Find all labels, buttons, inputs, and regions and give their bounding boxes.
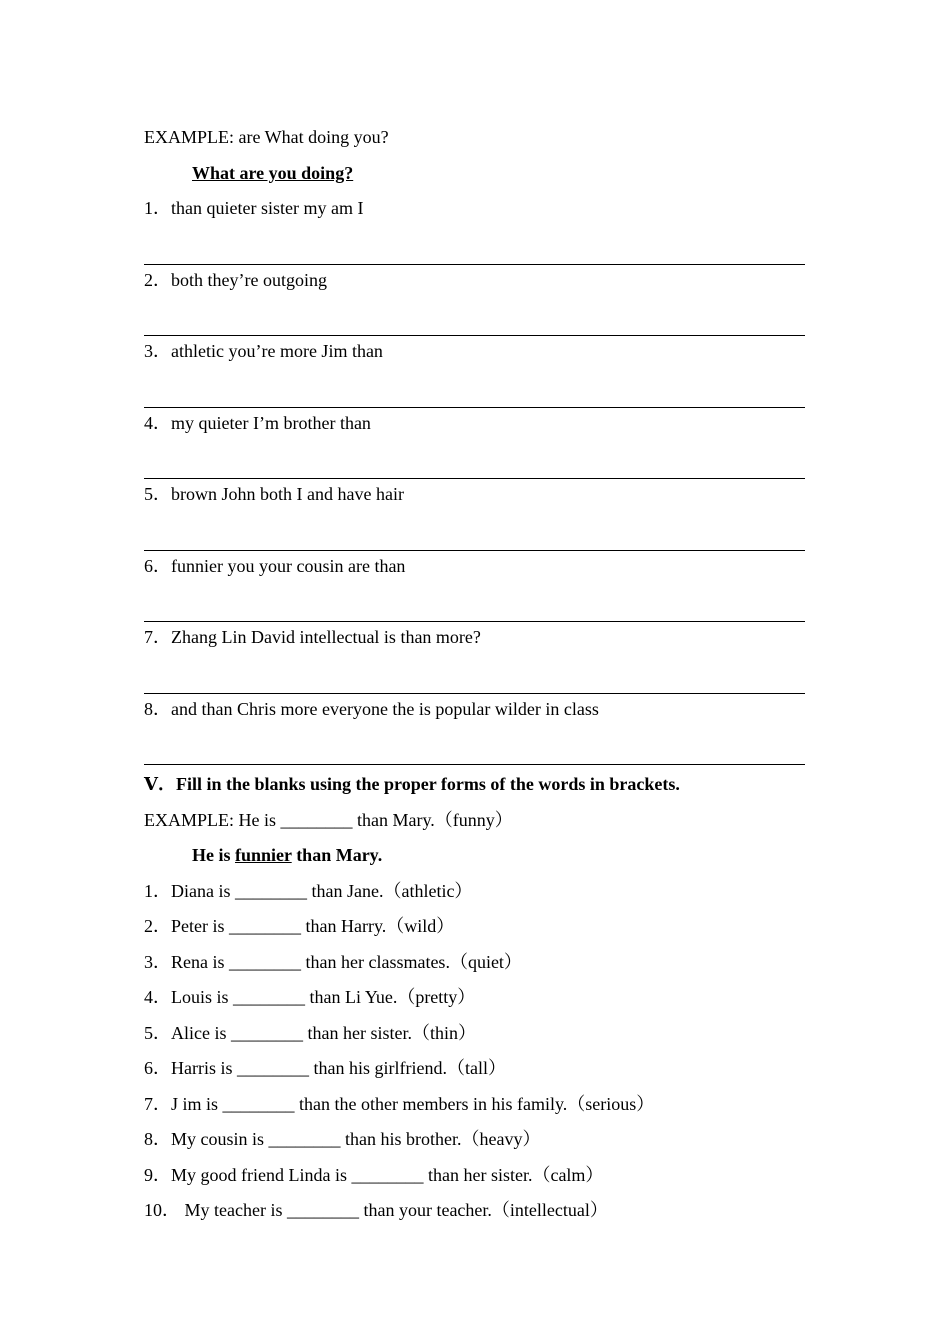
section4-list [144, 193, 805, 765]
section5-heading-text: Fill in the blanks using the proper forms of the words in brackets. [175, 774, 680, 794]
example-pre: He is [192, 845, 235, 865]
fill-blank-item [144, 1018, 805, 1054]
answer-line[interactable] [144, 372, 805, 408]
fill-blank-item [144, 982, 805, 1018]
item-text: My cousin is ________ than his brother.（heavy） [171, 1129, 541, 1149]
item-text: athletic you’re more Jim than [171, 341, 383, 361]
fill-blank-item [144, 1124, 805, 1160]
item-text: brown John both I and have hair [171, 484, 404, 504]
reorder-item [144, 622, 805, 658]
fill-blank-item [144, 947, 805, 983]
example-word: funnier [235, 845, 292, 865]
item-text: my quieter I’m brother than [171, 412, 371, 433]
item-number: 2． [144, 269, 171, 290]
item-text: My teacher is ________ than your teacher.（intellectual） [180, 1200, 608, 1220]
section5-list [144, 876, 805, 1231]
item-text: Diana is ________ than Jane.（athletic） [171, 880, 473, 901]
fill-blank-item [144, 1053, 805, 1089]
item-number: 3． [144, 951, 171, 972]
reorder-item [144, 694, 805, 730]
section5-roman: Ⅴ． [144, 774, 176, 794]
item-text: Peter is ________ than Harry.（wild） [171, 916, 455, 936]
item-number: 7． [144, 1093, 171, 1114]
item-text: Harris is ________ than his girlfriend.（tall） [171, 1058, 506, 1078]
answer-line[interactable] [144, 515, 805, 551]
item-number: 10． [144, 1200, 180, 1220]
reorder-item [144, 193, 805, 229]
section4-example-answer: What are you doing? [192, 162, 354, 183]
worksheet-page [144, 122, 805, 1231]
item-text: Louis is ________ than Li Yue.（pretty） [171, 987, 476, 1007]
item-text: J im is ________ than the other members in his family.（serious） [171, 1093, 655, 1114]
section4-example-label: EXAMPLE: are What doing you? [144, 127, 389, 147]
item-number: 2． [144, 916, 171, 936]
item-number: 8． [144, 1129, 171, 1149]
item-text: both they’re outgoing [171, 269, 327, 290]
item-text: Zhang Lin David intellectual is than more? [171, 627, 481, 647]
item-number: 1． [144, 198, 171, 218]
example-post: than Mary. [291, 845, 383, 865]
fill-blank-item [144, 1195, 805, 1231]
item-number: 1． [144, 880, 171, 901]
reorder-item [144, 265, 805, 301]
reorder-item [144, 408, 805, 444]
item-text: funnier you your cousin are than [171, 555, 406, 576]
item-number: 5． [144, 1022, 171, 1043]
item-text: My good friend Linda is ________ than her sister.（calm） [171, 1164, 604, 1185]
item-text: Alice is ________ than her sister.（thin） [171, 1022, 476, 1043]
item-number: 4． [144, 987, 171, 1007]
answer-line[interactable] [144, 729, 805, 765]
reorder-item [144, 551, 805, 587]
fill-blank-item [144, 1089, 805, 1125]
reorder-item [144, 479, 805, 515]
fill-blank-item [144, 911, 805, 947]
fill-blank-item [144, 876, 805, 912]
item-text: Rena is ________ than her classmates.（quiet） [171, 951, 522, 972]
section5-example-answer [144, 840, 805, 876]
item-number: 8． [144, 698, 171, 719]
answer-line[interactable] [144, 443, 805, 479]
answer-line[interactable] [144, 586, 805, 622]
item-number: 4． [144, 412, 171, 433]
item-number: 6． [144, 555, 171, 576]
answer-line[interactable] [144, 300, 805, 336]
answer-line[interactable] [144, 229, 805, 265]
item-text: and than Chris more everyone the is popular wilder in class [171, 698, 599, 719]
item-number: 9． [144, 1164, 171, 1185]
fill-blank-item [144, 1160, 805, 1196]
item-text: than quieter sister my am I [171, 198, 364, 218]
item-number: 3． [144, 341, 171, 361]
item-number: 6． [144, 1058, 171, 1078]
section5-example-label: EXAMPLE: He is ________ than Mary.（funny） [144, 809, 513, 830]
reorder-item [144, 336, 805, 372]
item-number: 5． [144, 484, 171, 504]
item-number: 7． [144, 627, 171, 647]
section5-heading [144, 769, 805, 805]
answer-line[interactable] [144, 658, 805, 694]
